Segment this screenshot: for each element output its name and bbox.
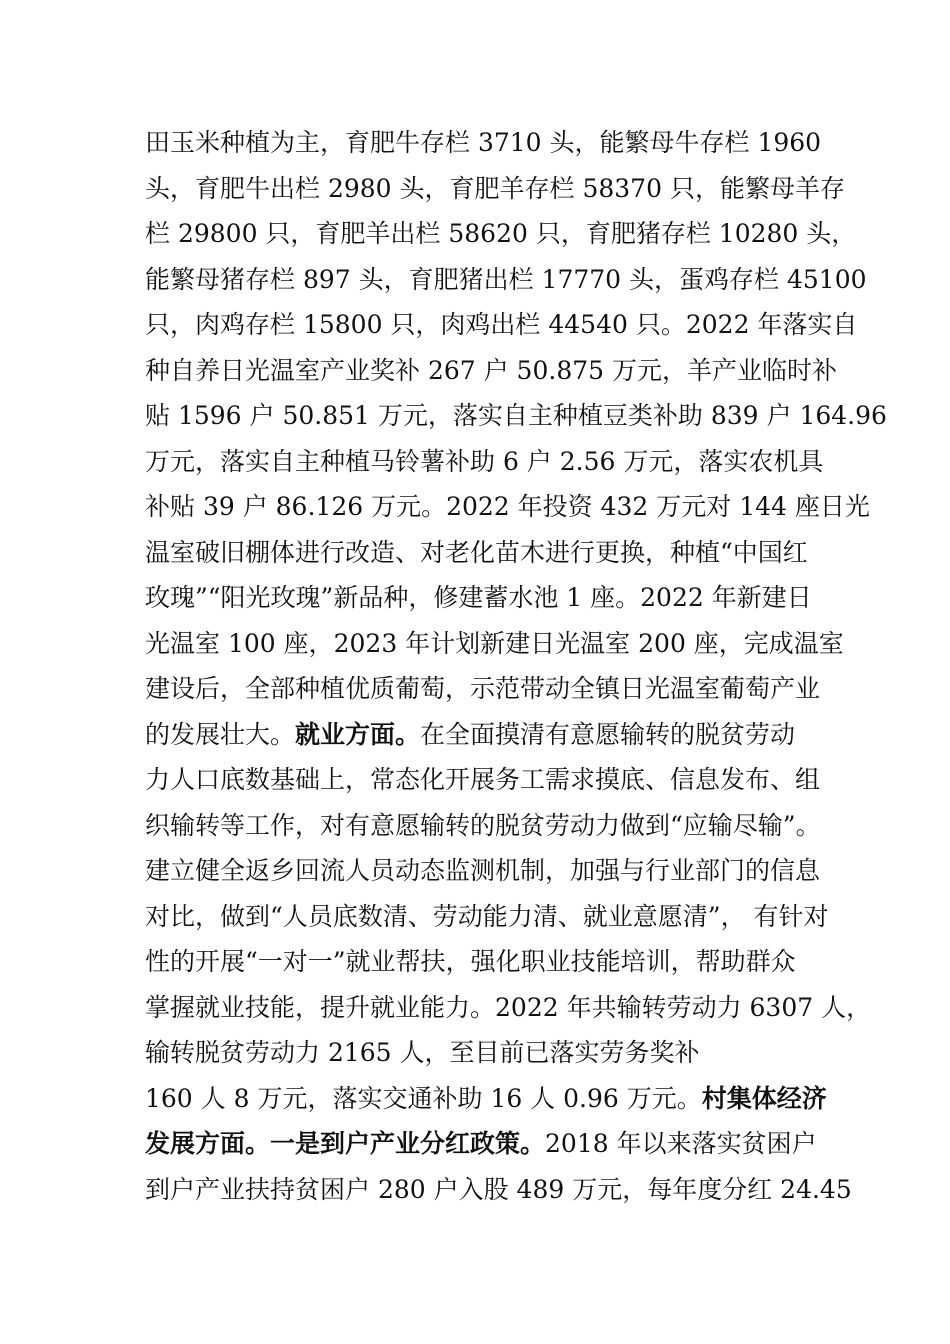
bold-heading-text: 村集体经济 [701,1083,827,1113]
text-line [145,1167,852,1213]
text-line [145,166,845,212]
body-text-run: 温室破旧棚体进行改造、对老化苗木进行更换，种植“中国红 [145,537,808,567]
text-line [145,985,872,1031]
body-text-run: 2018 年以来落实贫困户 [545,1129,817,1158]
body-text-run: 输转脱贫劳动力 2165 人，至目前已落实劳务奖补 [145,1038,700,1067]
body-text-run: 种自养日光温室产业奖补 267 户 50.875 万元，羊产业临时补 [145,355,837,385]
text-line [145,621,845,667]
text-line [145,575,845,621]
body-text-run: 160 人 8 万元，落实交通补助 16 人 0.96 万元。 [145,1083,702,1113]
body-text-run: 万元，落实自主种植马铃薯补助 6 户 2.56 万元，落实农机具 [145,446,824,476]
body-text-run: 贴 1596 户 50.851 万元，落实自主种植豆类补助 839 户 164.96 [145,401,887,430]
text-line [145,757,845,803]
text-line [145,439,845,485]
text-line [145,894,845,940]
text-line [145,211,857,257]
body-text-run: 织输转等工作，对有意愿输转的脱贫劳动力做到“应输尽输”。 [145,810,821,840]
body-text-run: 力人口底数基础上，常态化开展务工需求摸底、信息发布、组 [145,765,821,794]
body-text-run: 补贴 39 户 86.126 万元。2022 年投资 432 万元对 144 座日光 [145,492,870,521]
body-text-run: 光温室 100 座，2023 年计划新建日光温室 200 座，完成温室 [145,628,844,658]
text-line [145,393,887,439]
text-line [145,666,845,712]
text-line [145,257,867,303]
body-text-run: 掌握就业技能，提升就业能力。2022 年共输转劳动力 6307 人， [145,992,872,1022]
body-text-run: 对比，做到“人员底数清、劳动能力清、就业意愿清”， 有针对 [145,901,829,931]
bold-heading-text: 就业方面。 [295,719,421,749]
body-text-run: 建立健全返乡回流人员动态监测机制，加强与行业部门的信息 [145,856,821,885]
text-line [145,939,845,985]
text-line [145,1121,845,1167]
body-text-run: 性的开展“一对一”就业帮扶，强化职业技能培训，帮助群众 [145,947,796,976]
text-line [145,120,845,166]
text-line [145,530,845,576]
text-line [145,712,845,758]
text-line [145,803,845,849]
text-line [145,484,870,530]
body-text-run: 玫瑰”“阳光玫瑰”新品种，修建蓄水池 1 座。2022 年新建日 [145,583,812,612]
body-text-run: 能繁母猪存栏 897 头，育肥猪出栏 17770 头，蛋鸡存栏 45100 [145,264,867,294]
body-text-run: 栏 29800 只，育肥羊出栏 58620 只，育肥猪存栏 10280 头， [145,219,857,248]
body-text-run: 到户产业扶持贫困户 280 户入股 489 万元，每年度分红 24.45 [145,1174,852,1204]
body-text-run: 在全面摸清有意愿输转的脱贫劳动 [420,719,796,749]
body-text-run: 建设后，全部种植优质葡萄，示范带动全镇日光温室葡萄产业 [145,674,821,703]
text-line [145,1076,845,1122]
body-text-run: 头，育肥牛出栏 2980 头，育肥羊存栏 58370 只，能繁母羊存 [145,173,845,203]
text-line [145,348,845,394]
body-text [145,120,887,1212]
text-line [145,848,845,894]
body-text-run: 田玉米种植为主，育肥牛存栏 3710 头，能繁母牛存栏 1960 [145,128,822,157]
text-line [145,302,858,348]
text-line [145,1030,845,1076]
bold-heading-text: 发展方面。一是到户产业分红政策。 [145,1129,546,1158]
body-text-run: 的发展壮大。 [145,719,296,749]
body-text-run: 只，肉鸡存栏 15800 只，肉鸡出栏 44540 只。2022 年落实自 [145,310,858,339]
